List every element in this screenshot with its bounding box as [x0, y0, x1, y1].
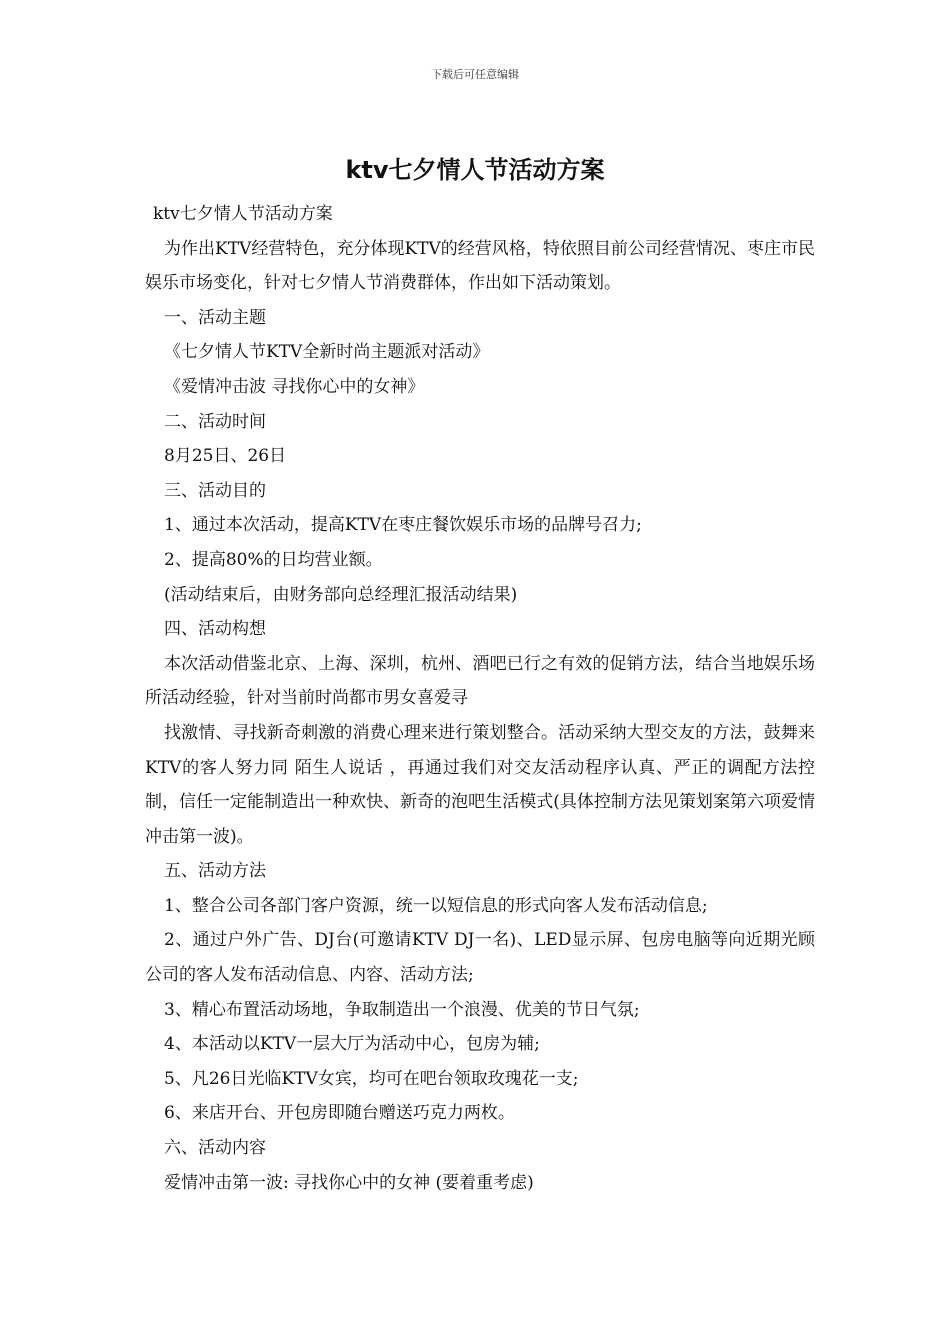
paragraph-method-3: 3、精心布置活动场地，争取制造出一个浪漫、优美的节日气氛;: [164, 999, 640, 1020]
section-heading-concept: 四、活动构想: [164, 619, 266, 640]
paragraph-purpose-1: 1、通过本次活动，提高KTV在枣庄餐饮娱乐市场的品牌号召力;: [164, 515, 642, 536]
paragraph-content-1: 爱情冲击第一波: 寻找你心中的女神 (要着重考虑): [164, 1172, 534, 1193]
paragraph-subtitle: ktv七夕情人节活动方案: [153, 204, 333, 224]
document-title: ktv七夕情人节活动方案: [345, 156, 605, 184]
document-body: [145, 197, 815, 1200]
paragraph-intro: 为作出KTV经营特色，充分体现KTV的经营风格，特依照目前公司经营情况、枣庄市民娱乐市场变化，针对七夕情人节消费群体，作出如下活动策划。: [145, 238, 815, 294]
paragraph-method-4: 4、本活动以KTV一层大厅为活动中心，包房为辅;: [164, 1034, 540, 1055]
header-note: 下载后可任意编辑: [431, 68, 519, 81]
section-heading-time: 二、活动时间: [164, 411, 266, 432]
paragraph-method-6: 6、来店开台、开包房即随台赠送巧克力两枚。: [164, 1103, 515, 1124]
section-heading-content: 六、活动内容: [164, 1138, 266, 1159]
paragraph-method-1: 1、整合公司各部门客户资源，统一以短信息的形式向客人发布活动信息;: [164, 895, 708, 916]
paragraph-purpose-2: 2、提高80%的日均营业额。: [164, 549, 383, 570]
paragraph-concept-1: 本次活动借鉴北京、上海、深圳，杭州、酒吧已行之有效的促销方法，结合当地娱乐场所活动经验，针对当前时尚都市男女喜爱寻: [145, 653, 815, 709]
paragraph-theme-2: 《爱情冲击波 寻找你心中的女神》: [164, 376, 425, 397]
paragraph-purpose-note: (活动结束后，由财务部向总经理汇报活动结果): [164, 584, 518, 605]
paragraph-method-2: 2、通过户外广告、DJ台(可邀请KTV DJ一名)、LED显示屏、包房电脑等向近期光顾公司的客人发布活动信息、内容、活动方法;: [145, 930, 815, 986]
paragraph-theme-1: 《七夕情人节KTV全新时尚主题派对活动》: [164, 342, 490, 363]
paragraph-concept-2: 找激情、寻找新奇刺激的消费心理来进行策划整合。活动采纳大型交友的方法，鼓舞来KTV的客人努力同 陌生人说话 ，再通过我们对交友活动程序认真、严正的调配方法控制，信任一定能制造出一种欢快、新奇的泡吧生活模式(具体控制方法见策划案第六项爱情冲击第一波)。: [145, 722, 815, 847]
paragraph-dates: 8月25日、26日: [164, 446, 287, 467]
section-heading-theme: 一、活动主题: [164, 307, 266, 328]
section-heading-method: 五、活动方法: [164, 861, 266, 882]
paragraph-method-5: 5、凡26日光临KTV女宾，均可在吧台领取玫瑰花一支;: [164, 1068, 579, 1089]
section-heading-purpose: 三、活动目的: [164, 480, 266, 501]
